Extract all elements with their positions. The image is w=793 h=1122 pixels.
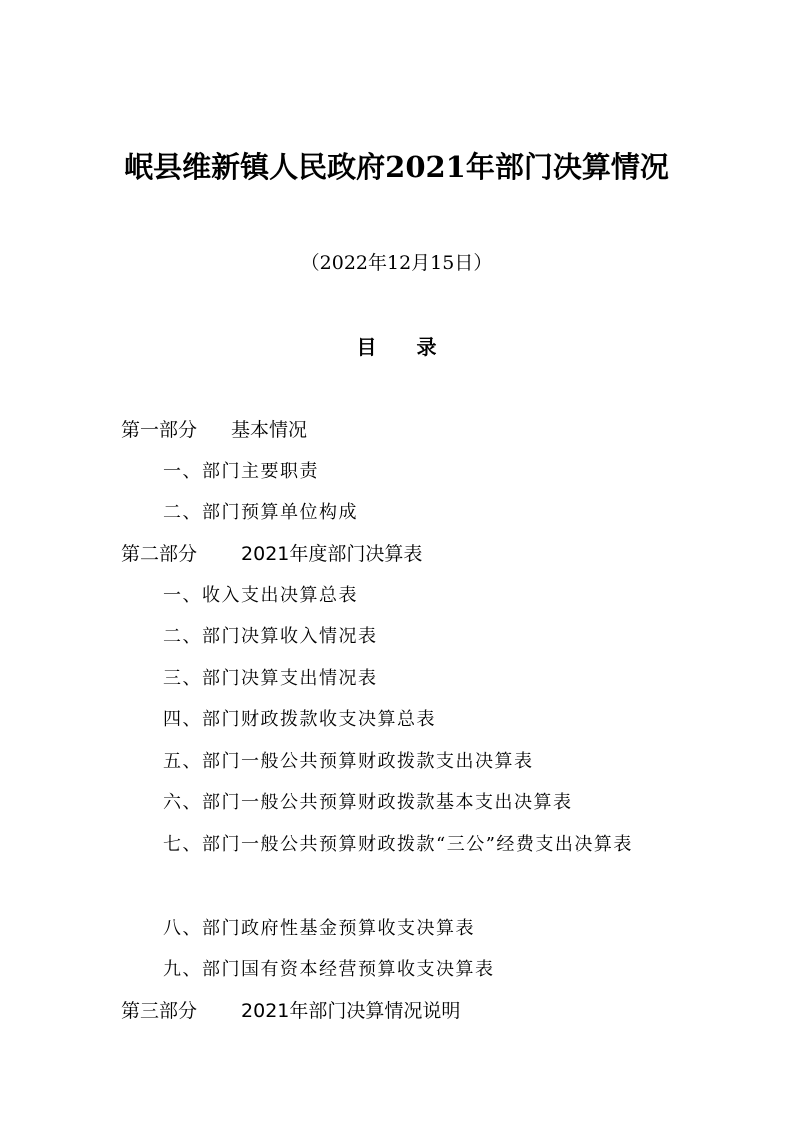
document-title: 岷县维新镇人民政府2021年部门决算情况 [124, 150, 669, 184]
toc-item[interactable]: 八、部门政府性基金预算收支决算表 [163, 918, 475, 939]
toc-item[interactable]: 三、部门决算支出情况表 [163, 668, 378, 689]
toc-heading: 目录 [356, 335, 477, 359]
toc-item[interactable]: 二、部门决算收入情况表 [163, 626, 378, 647]
toc-item[interactable]: 一、收入支出决算总表 [163, 585, 358, 606]
part-number: 第三部分 [121, 1000, 198, 1022]
toc-item[interactable]: 四、部门财政拨款收支决算总表 [163, 709, 436, 730]
part-title: 基本情况 [231, 419, 308, 441]
toc-item[interactable]: 六、部门一般公共预算财政拨款基本支出决算表 [163, 792, 573, 813]
part-number: 第一部分 [121, 419, 198, 441]
part-title: 2021年度部门决算表 [241, 543, 423, 565]
toc-part-2[interactable] [121, 540, 422, 568]
toc-item[interactable]: 七、部门一般公共预算财政拨款“三公”经费支出决算表 [163, 834, 633, 855]
toc-item[interactable]: 一、部门主要职责 [163, 461, 319, 482]
part-number: 第二部分 [121, 543, 198, 565]
toc-item[interactable]: 五、部门一般公共预算财政拨款支出决算表 [163, 751, 534, 772]
document-date: （2022年12月15日） [300, 252, 493, 274]
toc-item[interactable]: 二、部门预算单位构成 [163, 502, 358, 523]
part-title: 2021年部门决算情况说明 [241, 1000, 461, 1022]
toc-part-3[interactable] [121, 997, 460, 1025]
toc-part-1[interactable] [121, 416, 307, 444]
toc-item[interactable]: 九、部门国有资本经营预算收支决算表 [163, 959, 495, 980]
